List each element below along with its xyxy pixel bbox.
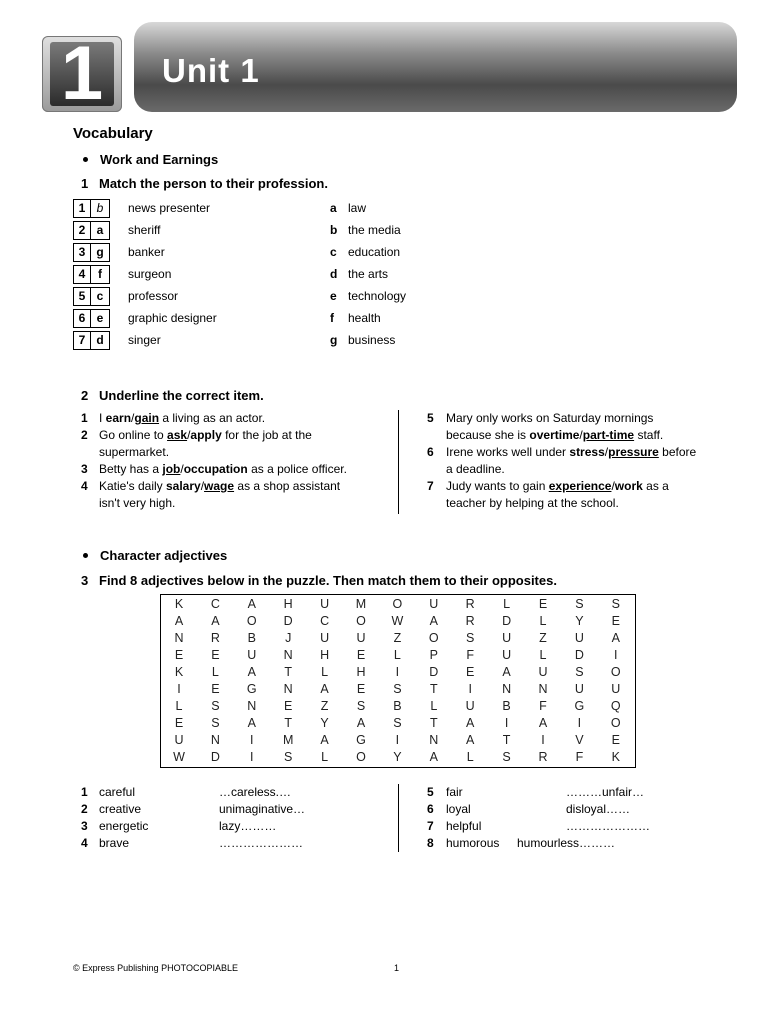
item-number: 4 — [81, 836, 88, 850]
answer-letter-box: b — [90, 199, 110, 218]
answer-number-box: 2 — [73, 221, 91, 240]
grid-letter: R — [210, 631, 220, 645]
grid-letter: Z — [393, 631, 402, 645]
grid-letter: G — [356, 733, 366, 747]
grid-letter: E — [211, 682, 220, 696]
grid-letter: C — [320, 614, 330, 628]
sentence-line — [446, 479, 669, 493]
grid-letter: E — [611, 733, 620, 747]
profession-label: health — [348, 311, 381, 325]
sentence-text: / — [611, 479, 615, 493]
grid-letter: N — [174, 631, 184, 645]
answer-letter-box: f — [90, 265, 110, 284]
sentence-text: Irene works well under — [446, 445, 570, 459]
grid-letter: U — [502, 648, 512, 662]
grid-letter: I — [250, 733, 254, 747]
grid-letter: N — [429, 733, 439, 747]
grid-letter: N — [210, 733, 220, 747]
opposite-answer: humourless……… — [517, 836, 616, 850]
sentence-text: before — [658, 445, 697, 459]
choice-option: occupation — [183, 462, 248, 476]
grid-letter: U — [502, 631, 512, 645]
item-number: 3 — [81, 462, 88, 476]
grid-letter: R — [465, 614, 475, 628]
sentence-line — [99, 496, 175, 510]
grid-letter: I — [577, 716, 582, 730]
sentence-text: / — [131, 411, 135, 425]
sentence-text: / — [579, 428, 583, 442]
sentence-text: Betty has a — [99, 462, 163, 476]
answer-number-box: 7 — [73, 331, 91, 350]
grid-letter: G — [574, 699, 585, 713]
grid-letter: W — [173, 750, 185, 764]
grid-letter: O — [610, 665, 621, 679]
grid-letter: A — [320, 733, 329, 747]
grid-letter: A — [247, 665, 256, 679]
answer-letter-box: a — [90, 221, 110, 240]
answer-number-box: 1 — [73, 199, 91, 218]
grid-letter: L — [430, 699, 438, 713]
grid-letter: Y — [575, 614, 584, 628]
grid-letter: H — [283, 597, 293, 611]
grid-letter: R — [538, 750, 548, 764]
bullet-icon — [83, 553, 88, 558]
grid-letter: A — [538, 716, 548, 730]
grid-letter: I — [541, 733, 545, 747]
grid-letter: D — [502, 614, 512, 628]
sentence-text: isn't very high. — [99, 496, 176, 510]
item-number: 8 — [427, 836, 434, 850]
exercise-title-text: Match the person to their profession. — [99, 176, 328, 191]
grid-letter: O — [428, 631, 439, 645]
profession-letter: c — [330, 245, 337, 259]
grid-letter: L — [321, 750, 329, 764]
grid-letter: E — [611, 614, 620, 628]
person-label: news presenter — [128, 201, 211, 215]
grid-letter: L — [539, 648, 547, 662]
grid-letter: I — [395, 733, 400, 747]
grid-letter: M — [355, 597, 367, 611]
grid-letter: F — [466, 648, 474, 662]
answer-number-box: 6 — [73, 309, 91, 328]
correct-choice: wage — [204, 479, 235, 493]
grid-letter: K — [611, 750, 620, 764]
sentence-text: / — [200, 479, 205, 493]
footer-copyright: © Express Publishing PHOTOCOPIABLE — [73, 963, 239, 973]
grid-letter: H — [320, 648, 330, 662]
grid-letter: L — [321, 665, 329, 679]
profession-letter: a — [330, 201, 337, 215]
sentence-line — [99, 479, 340, 493]
grid-letter: F — [539, 699, 547, 713]
grid-letter: N — [538, 682, 548, 696]
grid-letter: U — [611, 682, 621, 696]
answer-letter-box: c — [90, 287, 110, 306]
grid-letter: H — [356, 665, 366, 679]
exercise-1-title — [81, 176, 328, 191]
sentence-text: staff. — [634, 428, 664, 442]
column-divider — [398, 784, 399, 852]
grid-letter: S — [356, 699, 366, 713]
grid-letter: U — [574, 682, 584, 696]
grid-letter: B — [247, 631, 256, 645]
adjective-word: creative — [99, 802, 142, 816]
sentence-text: / — [187, 428, 191, 442]
item-number: 1 — [81, 411, 88, 425]
grid-letter: O — [356, 750, 366, 764]
word-search-grid — [160, 594, 636, 768]
grid-letter: A — [211, 614, 220, 628]
exercise-number: 3 — [81, 573, 89, 588]
grid-letter: A — [247, 597, 256, 611]
topic-heading-text: Character adjectives — [100, 548, 228, 563]
grid-letter: N — [283, 682, 293, 696]
grid-letter: S — [466, 631, 475, 645]
adjective-word: fair — [446, 785, 463, 799]
grid-letter: I — [468, 682, 472, 696]
topic-heading-text: Work and Earnings — [100, 152, 219, 167]
profession-label: the media — [348, 223, 401, 237]
sentence-text: Go online to — [99, 428, 168, 442]
choice-option: earn — [105, 411, 132, 425]
grid-letter: E — [211, 648, 220, 662]
opposite-answer: ………………… — [566, 819, 650, 833]
grid-letter: S — [211, 699, 220, 713]
grid-letter: L — [175, 699, 183, 713]
opposite-answer: …careless.… — [219, 785, 292, 799]
profession-letter: d — [330, 267, 338, 281]
grid-letter: L — [503, 597, 511, 611]
profession-label: law — [348, 201, 367, 215]
grid-letter: B — [393, 699, 402, 713]
choice-option: salary — [166, 479, 201, 493]
adjective-word: humorous — [446, 836, 500, 850]
exercise-3-title — [81, 573, 557, 588]
grid-letter: O — [246, 614, 257, 628]
grid-letter: A — [611, 631, 620, 645]
profession-letter: g — [330, 333, 338, 347]
sentence-text: as a police officer. — [247, 462, 347, 476]
unit-title: Unit 1 — [162, 52, 260, 89]
answer-letter-box: g — [90, 243, 110, 262]
adjective-word: loyal — [446, 802, 471, 816]
opposite-answer: unimaginative… — [219, 802, 306, 816]
answer-number-box: 5 — [73, 287, 91, 306]
profession-label: the arts — [348, 267, 389, 281]
section-title: Vocabulary — [73, 125, 153, 142]
sentence-line — [446, 428, 663, 442]
grid-letter: K — [174, 665, 184, 679]
grid-letter: E — [466, 665, 475, 679]
bullet-icon — [83, 157, 88, 162]
correct-choice: part-time — [582, 428, 635, 442]
grid-letter: T — [284, 665, 292, 679]
choice-option: work — [614, 479, 643, 493]
sentence-line — [99, 428, 312, 442]
answer-letter-box: d — [90, 331, 110, 350]
opposite-answer: ………………… — [219, 836, 303, 850]
grid-letter: A — [247, 716, 256, 730]
person-label: surgeon — [128, 267, 172, 281]
grid-letter: N — [283, 648, 293, 662]
grid-letter: E — [356, 682, 366, 696]
adjective-word: brave — [99, 836, 130, 850]
person-label: graphic designer — [128, 311, 217, 325]
sentence-text: Katie's daily — [99, 479, 166, 493]
grid-letter: S — [393, 682, 402, 696]
grid-letter: S — [211, 716, 220, 730]
sentence-line — [446, 411, 653, 425]
person-label: professor — [128, 289, 179, 303]
grid-letter: S — [393, 716, 402, 730]
sentence-text: teacher by helping at the school. — [446, 496, 619, 510]
grid-letter: Y — [393, 750, 402, 764]
grid-letter: A — [502, 665, 511, 679]
grid-letter: S — [611, 597, 620, 611]
grid-letter: T — [429, 682, 438, 696]
exercise-number: 1 — [81, 176, 89, 191]
sentence-text: a deadline. — [446, 462, 505, 476]
answer-number-box: 4 — [73, 265, 91, 284]
adjective-word: energetic — [99, 819, 149, 833]
grid-letter: S — [502, 750, 511, 764]
grid-letter: T — [429, 716, 438, 730]
profession-letter: f — [330, 311, 334, 325]
grid-letter: L — [466, 750, 474, 764]
grid-letter: P — [429, 648, 438, 662]
grid-letter: E — [174, 648, 184, 662]
grid-letter: A — [320, 682, 329, 696]
grid-letter: S — [575, 597, 584, 611]
grid-letter: A — [429, 750, 438, 764]
grid-letter: U — [247, 648, 257, 662]
sentence-line — [99, 462, 347, 476]
grid-letter: R — [465, 597, 475, 611]
unit-number: 1 — [60, 31, 104, 116]
sentence-line — [446, 496, 619, 510]
grid-letter: U — [174, 733, 184, 747]
correct-choice: experience — [548, 479, 612, 493]
item-number: 7 — [427, 479, 434, 493]
grid-letter: N — [247, 699, 257, 713]
grid-letter: K — [174, 597, 184, 611]
sentence-line — [99, 445, 169, 459]
adjective-word: helpful — [446, 819, 482, 833]
grid-letter: Q — [610, 699, 621, 713]
item-number: 5 — [427, 411, 434, 425]
grid-letter: L — [393, 648, 401, 662]
correct-choice: ask — [167, 428, 188, 442]
grid-letter: U — [320, 631, 330, 645]
sentence-text: Mary only works on Saturday mornings — [446, 411, 654, 425]
grid-letter: Z — [539, 631, 547, 645]
correct-choice: pressure — [608, 445, 659, 459]
choice-option: overtime — [529, 428, 580, 442]
grid-letter: C — [210, 597, 220, 611]
grid-letter: I — [177, 682, 181, 696]
grid-letter: U — [574, 631, 584, 645]
grid-letter: I — [395, 665, 400, 679]
item-number: 5 — [427, 785, 434, 799]
sentence-text: because she is — [446, 428, 530, 442]
exercise-2-title — [81, 388, 264, 403]
item-number: 3 — [81, 819, 88, 833]
grid-letter: U — [320, 597, 330, 611]
grid-letter: M — [282, 733, 294, 747]
grid-letter: O — [610, 716, 621, 730]
grid-letter: D — [283, 614, 293, 628]
choice-option: apply — [190, 428, 222, 442]
grid-letter: I — [614, 648, 618, 662]
profession-letter: e — [330, 289, 337, 303]
grid-letter: Z — [320, 699, 329, 713]
opposite-answer: disloyal…… — [566, 802, 631, 816]
sentence-text: for the job at the — [221, 428, 312, 442]
exercise-title-text: Underline the correct item. — [99, 388, 264, 403]
sentence-text: as a — [642, 479, 669, 493]
grid-letter: U — [538, 665, 548, 679]
grid-letter: A — [466, 716, 475, 730]
grid-letter: U — [429, 597, 439, 611]
correct-choice: job — [162, 462, 181, 476]
item-number: 2 — [81, 428, 88, 442]
column-divider — [398, 410, 399, 514]
grid-letter: O — [356, 614, 366, 628]
grid-letter: O — [392, 597, 403, 611]
item-number: 7 — [427, 819, 434, 833]
profession-label: technology — [348, 289, 407, 303]
person-label: singer — [128, 333, 161, 347]
grid-letter: I — [504, 716, 509, 730]
choice-option: stress — [569, 445, 605, 459]
sentence-text: I — [99, 411, 106, 425]
grid-letter: Y — [320, 716, 329, 730]
exercise-title-text: Find 8 adjectives below in the puzzle. Then match them to their opposites. — [99, 573, 557, 588]
item-number: 1 — [81, 785, 88, 799]
person-label: sheriff — [128, 223, 161, 237]
sentence-line — [446, 445, 696, 459]
opposite-answer: lazy……… — [219, 819, 277, 833]
grid-letter: G — [246, 682, 257, 696]
sentence-text: a living as an actor. — [159, 411, 266, 425]
grid-letter: B — [502, 699, 511, 713]
grid-letter: A — [429, 614, 438, 628]
sentence-text: supermarket. — [99, 445, 170, 459]
grid-letter: A — [356, 716, 366, 730]
sentence-line — [99, 411, 265, 425]
sentence-text: as a shop assistant — [234, 479, 341, 493]
grid-letter: A — [466, 733, 475, 747]
profession-label: business — [348, 333, 396, 347]
exercise-number: 2 — [81, 388, 89, 403]
grid-letter: T — [502, 733, 511, 747]
grid-letter: L — [539, 614, 547, 628]
topic-heading-character — [83, 548, 227, 563]
grid-letter: W — [391, 614, 404, 628]
adjective-word: careful — [99, 785, 136, 799]
grid-letter: N — [502, 682, 512, 696]
correct-choice: gain — [134, 411, 160, 425]
answer-number-box: 3 — [73, 243, 91, 262]
grid-letter: I — [250, 750, 254, 764]
grid-letter: F — [575, 750, 584, 764]
sentence-text: / — [604, 445, 609, 459]
item-number: 6 — [427, 802, 434, 816]
grid-letter: E — [538, 597, 548, 611]
grid-letter: V — [575, 733, 584, 747]
grid-letter: T — [284, 716, 292, 730]
page-number: 1 — [394, 963, 400, 973]
grid-letter: E — [284, 699, 293, 713]
profession-letter: b — [330, 223, 338, 237]
grid-letter: U — [465, 699, 475, 713]
grid-letter: D — [210, 750, 220, 764]
answer-letter-box: e — [90, 309, 110, 328]
grid-letter: A — [174, 614, 184, 628]
grid-letter: L — [211, 665, 219, 679]
sentence-text: / — [180, 462, 184, 476]
grid-letter: S — [575, 665, 584, 679]
grid-letter: J — [285, 631, 292, 645]
profession-label: education — [348, 245, 401, 259]
item-number: 2 — [81, 802, 88, 816]
topic-heading-work — [83, 152, 218, 167]
grid-letter: S — [284, 750, 293, 764]
grid-letter: E — [174, 716, 184, 730]
grid-letter: D — [429, 665, 439, 679]
item-number: 6 — [427, 445, 434, 459]
item-number: 4 — [81, 479, 88, 493]
sentence-text: Judy wants to gain — [446, 479, 549, 493]
grid-letter: E — [356, 648, 366, 662]
sentence-line — [446, 462, 505, 476]
grid-letter: D — [574, 648, 584, 662]
person-label: banker — [128, 245, 165, 259]
opposite-answer: ………unfair… — [566, 785, 645, 799]
grid-letter: U — [356, 631, 366, 645]
